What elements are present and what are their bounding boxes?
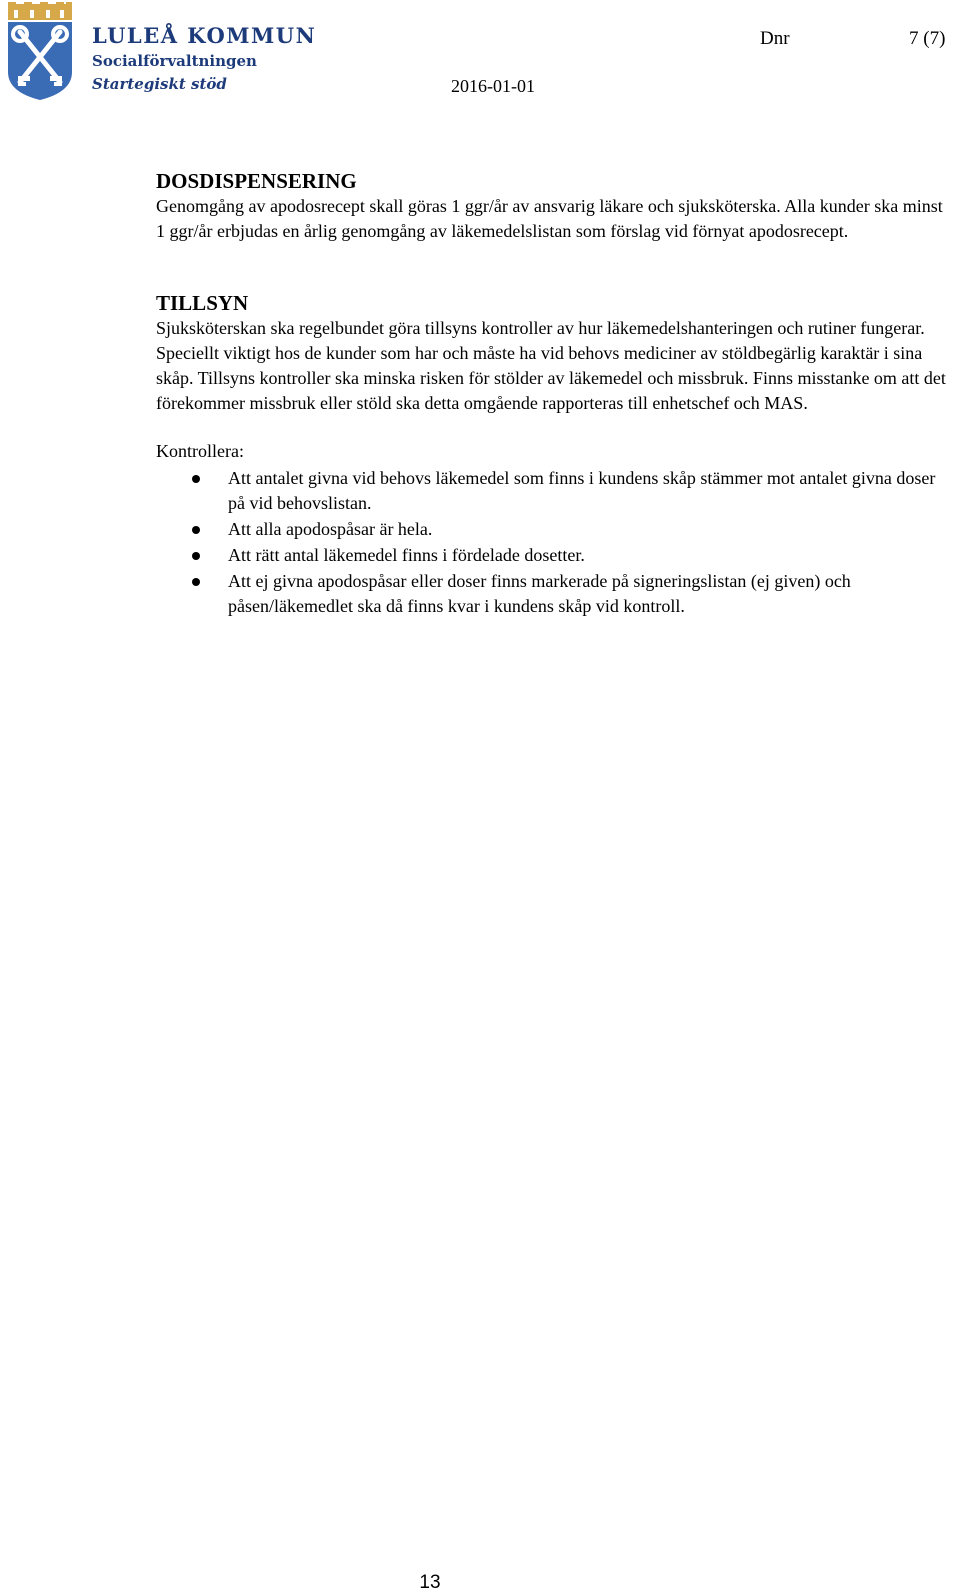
bullet-icon: [192, 552, 200, 560]
section-checklist: [156, 439, 956, 619]
lulea-coat-of-arms-icon: [4, 2, 76, 102]
organisation-name: LULEÅ KOMMUN: [92, 23, 317, 48]
list-item: [156, 466, 956, 516]
dnr-label: Dnr: [760, 28, 790, 49]
checklist: [156, 466, 956, 619]
section-tillsyn: [156, 290, 956, 416]
list-item: [156, 569, 956, 619]
list-item-text: Att rätt antal läkemedel finns i fördelade dosetter.: [228, 545, 585, 565]
document-header: [0, 0, 960, 110]
page-indicator: 7 (7): [909, 28, 946, 49]
bullet-icon: [192, 475, 200, 483]
organisation-block: [92, 22, 316, 96]
document-date: 2016-01-01: [451, 76, 535, 96]
list-item-text: Att ej givna apodospåsar eller doser finns markerade på signeringslistan (ej given) och påsen/läkemedlet ska då finns kvar i kundens skåp vid kontroll.: [228, 571, 851, 616]
bullet-icon: [192, 526, 200, 534]
section-heading: TILLSYN: [156, 291, 249, 315]
list-item-text: Att alla apodospåsar är hela.: [228, 519, 433, 539]
document-body: [156, 168, 956, 620]
list-item: [156, 543, 956, 568]
bullet-icon: [192, 578, 200, 586]
section-heading: DOSDISPENSERING: [156, 169, 357, 193]
section-paragraph: Genomgång av apodosrecept skall göras 1 ggr/år av ansvarig läkare och sjuksköterska. Alla kunder ska minst 1 ggr/år erbjudas en årlig genomgång av läkemedelslistan som förslag vid förnyat apodosrecept.: [156, 196, 943, 241]
checklist-label: Kontrollera:: [156, 441, 244, 461]
spacer: [156, 244, 956, 290]
section-paragraph: Sjuksköterskan ska regelbundet göra tillsyns kontroller av hur läkemedelshanteringen och rutiner fungerar. Speciellt viktigt hos de kunder som har och måste ha vid behovs mediciner av stöldbegärlig karaktär i sina skåp. Tillsyns kontroller ska minska risken för stölder av läkemedel och missbruk. Finns misstanke om att det förekommer missbruk eller stöld ska detta omgående rapporteras till enhetschef och MAS.: [156, 318, 946, 413]
list-item-text: Att antalet givna vid behovs läkemedel som finns i kundens skåp stämmer mot antalet givna doser på vid behovslistan.: [228, 468, 936, 513]
unit-name: Startegiskt stöd: [92, 75, 227, 93]
section-dosdispensering: [156, 168, 956, 244]
spacer: [156, 416, 956, 439]
page-number: 13: [419, 1572, 441, 1593]
department-name: Socialförvaltningen: [92, 52, 257, 70]
list-item: [156, 517, 956, 542]
